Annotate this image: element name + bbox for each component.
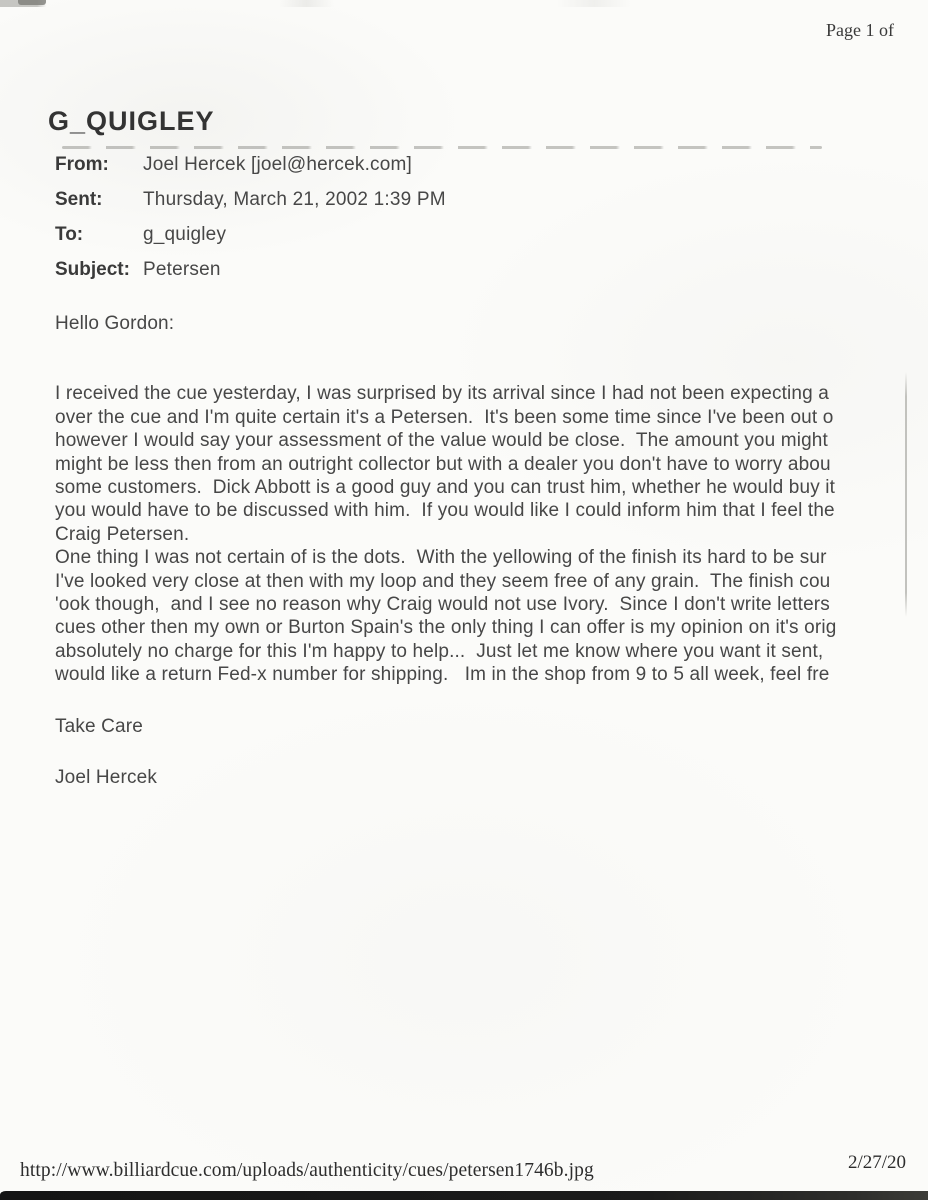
email-field-to: [55, 224, 446, 259]
body-line: however I would say your assessment of the value would be close. The amount you might: [55, 430, 828, 452]
footer-date: 2/27/20: [847, 1152, 906, 1173]
email-signature: Joel Hercek: [55, 767, 157, 789]
email-body: [55, 312, 905, 790]
email-greeting: Hello Gordon:: [55, 313, 175, 334]
scan-artifact-bottom-edge: [0, 1191, 928, 1200]
email-header-fields: [55, 154, 446, 294]
page-number: Page 1 of: [826, 20, 894, 40]
mailbox-title: G_QUIGLEY: [48, 106, 215, 136]
body-line: Craig Petersen.: [55, 523, 190, 545]
footer-url: http://www.billiardcue.com/uploads/authenticity/cues/petersen1746b.jpg: [20, 1160, 594, 1181]
body-line: might be less then from an outright collector but with a dealer you don't have to worry abou: [55, 453, 831, 475]
body-line: cues other then my own or Burton Spain's the only thing I can offer is my opinion on it's orig: [55, 617, 837, 639]
to-label: To:: [55, 224, 84, 245]
body-line: absolutely no charge for this I'm happy to help... Just let me know where you want it sent,: [55, 640, 824, 662]
email-field-from: [55, 154, 446, 189]
body-line: I received the cue yesterday, I was surprised by its arrival since I had not been expecting a: [55, 383, 829, 405]
sent-label: Sent:: [55, 189, 103, 210]
scan-artifact-corner-mark: [18, 0, 46, 5]
body-line: some customers. Dick Abbott is a good guy and you can trust him, whether he would buy it: [55, 477, 836, 499]
from-value: Joel Hercek [joel@hercek.com]: [143, 154, 413, 175]
subject-label: Subject:: [55, 259, 130, 280]
body-line: would like a return Fed-x number for shipping. Im in the shop from 9 to 5 all week, feel fre: [55, 664, 830, 686]
sent-value: Thursday, March 21, 2002 1:39 PM: [143, 189, 446, 210]
body-line: I've looked very close at then with my loop and they seem free of any grain. The finish cou: [55, 570, 831, 592]
body-line: 'ook though, and I see no reason why Craig would not use Ivory. Since I don't write letters: [55, 594, 830, 616]
subject-value: Petersen: [143, 259, 221, 280]
to-value: g_quigley: [143, 224, 227, 245]
body-line: One thing I was not certain of is the dots. With the yellowing of the finish its hard to be sur: [55, 547, 827, 569]
body-line: over the cue and I'm quite certain it's a Petersen. It's been some time since I've been out o: [55, 406, 834, 428]
scan-artifact-paper-edge: [905, 372, 907, 617]
email-field-sent: [55, 189, 446, 224]
email-closing: Take Care: [55, 715, 143, 737]
from-label: From:: [55, 154, 109, 175]
scan-artifact-title-smudge: [62, 146, 822, 149]
email-field-subject: [55, 259, 446, 294]
scan-artifact-top-smudge: [0, 0, 928, 7]
body-line: you would have to be discussed with him. If you would like I could inform him that I feel the: [55, 500, 835, 522]
